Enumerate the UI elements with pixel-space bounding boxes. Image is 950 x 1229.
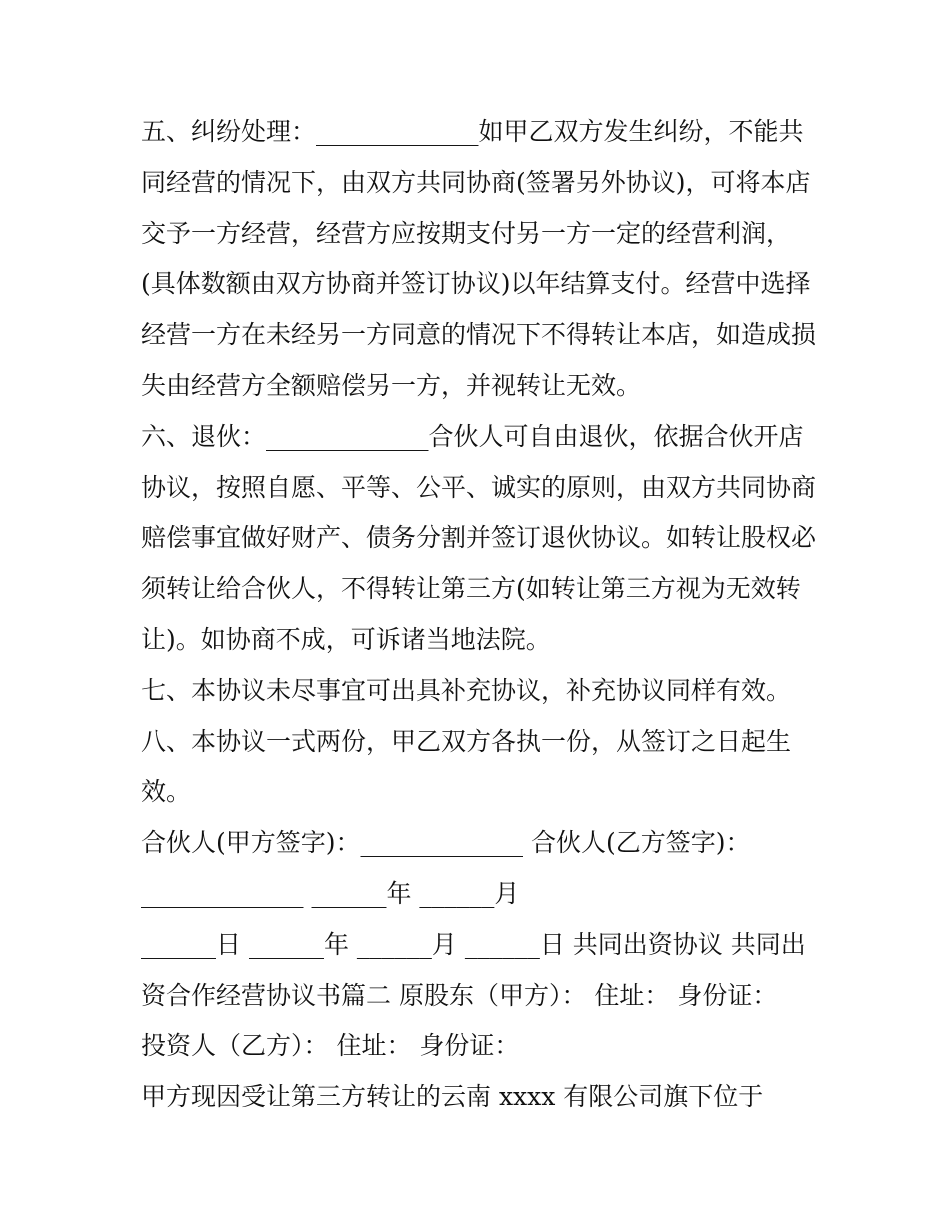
text-line: 六、退伙：_____________合伙人可自由退伙，依据合伙开店 bbox=[141, 421, 804, 451]
text-line: 效。 bbox=[141, 777, 192, 807]
text-line: 七、本协议未尽事宜可出具补充协议，补充协议同样有效。 bbox=[141, 675, 792, 705]
text-line: 交予一方经营，经营方应按期支付另一方一定的经营利润， bbox=[141, 218, 792, 248]
text-line: 须转让给合伙人，不得转让第三方(如转让第三方视为无效转 bbox=[141, 574, 801, 604]
text-line: 协议，按照自愿、平等、公平、诚实的原则，由双方共同协商 bbox=[141, 472, 817, 502]
text-line: 经营一方在未经另一方同意的情况下不得转让本店，如造成损 bbox=[141, 320, 817, 350]
text-line: 失由经营方全额赔偿另一方，并视转让无效。 bbox=[141, 370, 642, 400]
text-line: 资合作经营协议书篇二 原股东（甲方）： 住址： 身份证： bbox=[141, 980, 778, 1010]
text-line: 同经营的情况下，由双方共同协商(签署另外协议)，可将本店 bbox=[141, 167, 811, 197]
document-body bbox=[141, 107, 821, 1123]
text-line: 让)。如协商不成，可诉诸当地法院。 bbox=[141, 624, 551, 654]
text-line: _____________ ______年 ______月 bbox=[141, 878, 520, 908]
text-line: 五、纠纷处理：_____________如甲乙双方发生纠纷，不能共 bbox=[141, 117, 804, 146]
text-line: 甲方现因受让第三方转让的云南 xxxx 有限公司旗下位于 bbox=[141, 1082, 764, 1112]
text-line: 赔偿事宜做好财产、债务分割并签订退伙协议。如转让股权必 bbox=[141, 523, 817, 553]
text-line: 八、本协议一式两份，甲乙双方各执一份，从签订之日起生 bbox=[141, 726, 792, 756]
text-line: 合伙人(甲方签字)：_____________ 合伙人(乙方签字)： bbox=[141, 828, 751, 858]
text-line: ______日 ______年 ______月 ______日 共同出资协议 共同出 bbox=[141, 929, 806, 959]
text-line: (具体数额由双方协商并签订协议)以年结算支付。经营中选择 bbox=[141, 269, 811, 299]
text-line: 投资人（乙方）： 住址： 身份证： bbox=[141, 1031, 520, 1061]
